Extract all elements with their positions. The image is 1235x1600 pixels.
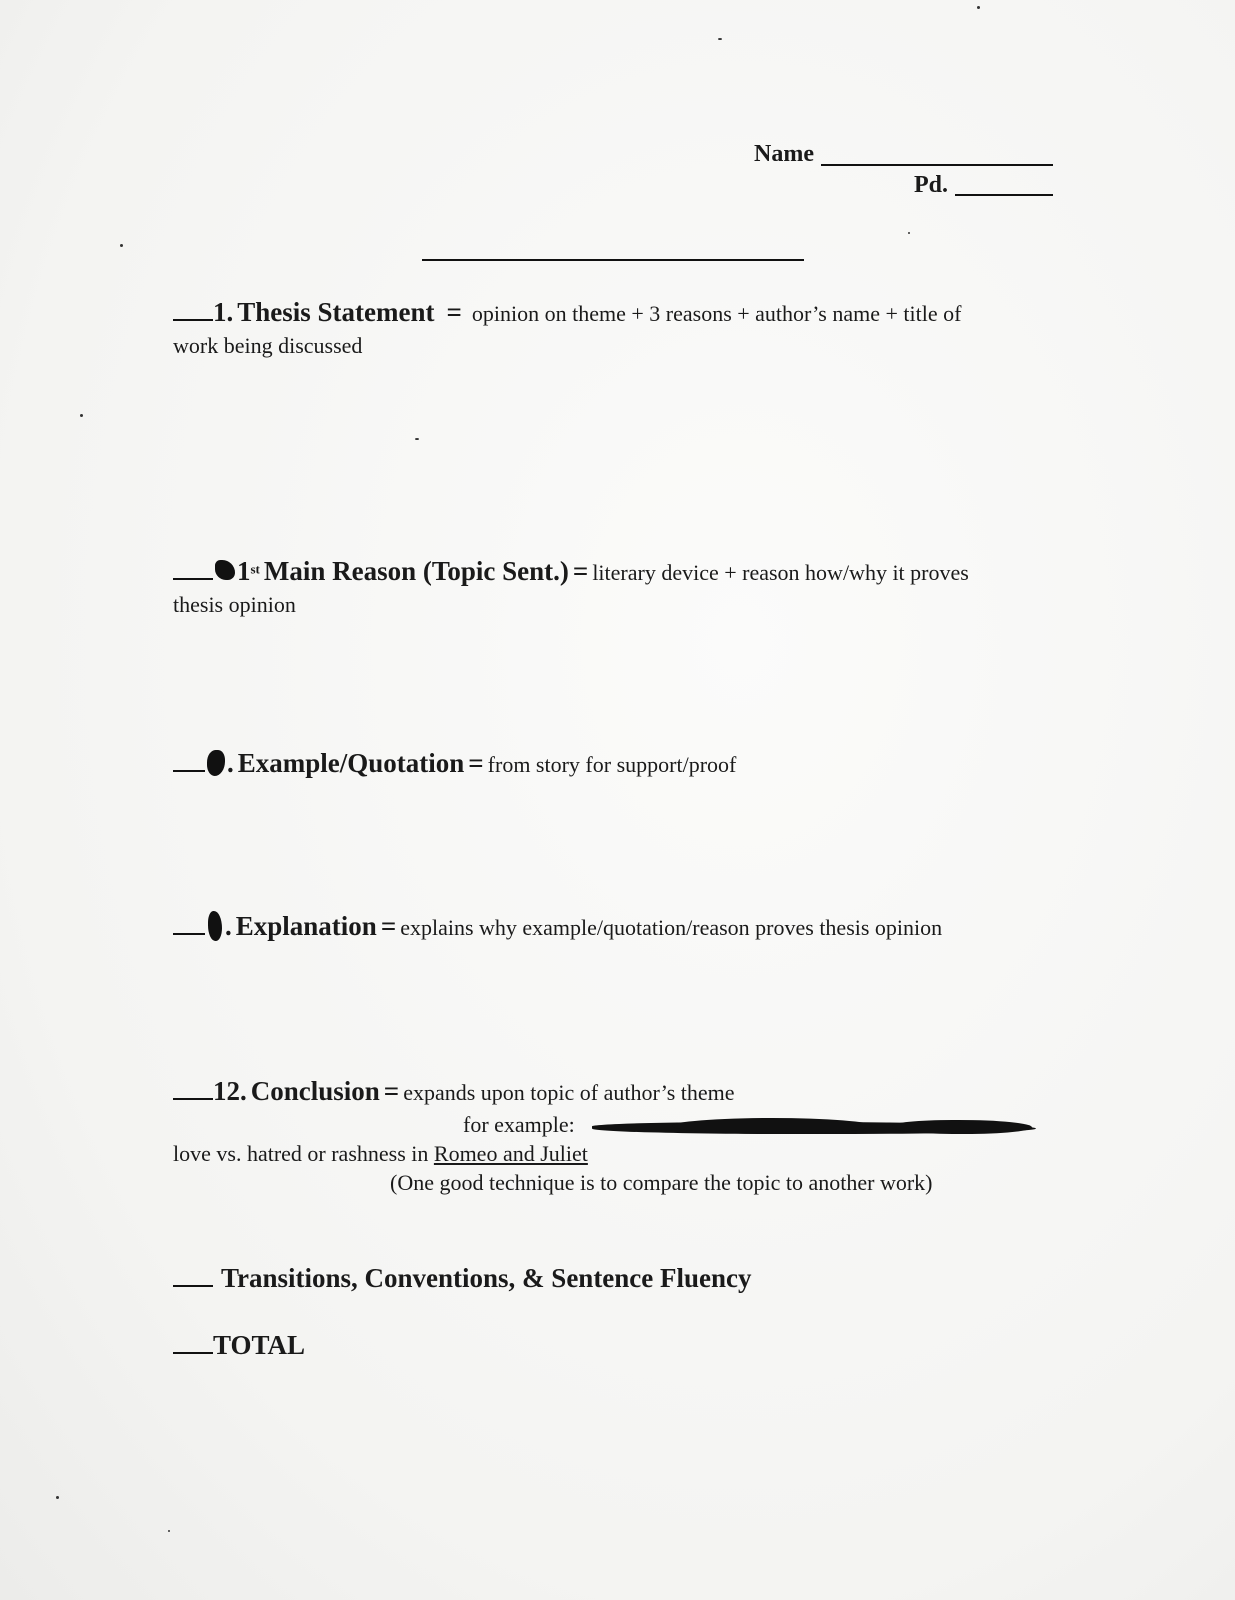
example-equals: = [468, 748, 484, 778]
conclusion-description: expands upon topic of author’s theme [403, 1080, 735, 1105]
total-item [173, 1330, 305, 1361]
example-title: Example/Quotation [237, 748, 465, 778]
explanation-description: explains why example/quotation/reason proves thesis opinion [400, 915, 943, 940]
scan-speck [718, 38, 722, 40]
scan-speck [56, 1496, 59, 1499]
explanation-item [173, 911, 942, 942]
thesis-description-line2: work being discussed [173, 333, 363, 358]
thesis-item [173, 297, 961, 328]
explanation-score-blank[interactable] [173, 933, 205, 935]
total-score-blank[interactable] [173, 1352, 213, 1354]
explanation-number: . [225, 911, 232, 941]
conclusion-equals: = [383, 1076, 400, 1106]
main-reason-equals: = [572, 556, 589, 586]
main-reason-ordinal: 1 [237, 556, 251, 586]
name-blank-line[interactable] [821, 164, 1053, 166]
main-reason-description-line2: thesis opinion [173, 592, 296, 617]
work-title-romeo-and-juliet: Romeo and Juliet [433, 1141, 588, 1166]
period-blank-line[interactable] [955, 194, 1053, 196]
thesis-number: 1. [213, 297, 234, 327]
thesis-title: Thesis Statement [237, 297, 435, 327]
main-reason-title: Main Reason (Topic Sent.) [263, 556, 569, 586]
thesis-equals: = [446, 297, 462, 327]
scan-speck [80, 414, 83, 417]
handwritten-4-mark [205, 911, 225, 941]
name-label: Name [754, 141, 814, 167]
example-number: . [227, 748, 234, 778]
thesis-description: opinion on theme + 3 reasons + author’s name + title of [471, 301, 962, 326]
scan-speck [168, 1530, 170, 1532]
main-reason-description: literary device + reason how/why it proves [592, 560, 969, 585]
handwritten-3-mark [205, 750, 227, 776]
main-reason-item [173, 556, 969, 587]
main-reason-ordinal-suffix: st [250, 561, 260, 577]
period-label: Pd. [914, 172, 949, 198]
conclusion-line3-prefix: love vs. hatred or rashness in [173, 1141, 429, 1166]
conclusion-item [173, 1076, 735, 1107]
scan-speck [415, 438, 419, 440]
handwritten-2-mark [213, 558, 237, 580]
scan-speck [977, 6, 980, 9]
transitions-title: Transitions, Conventions, & Sentence Fluency [221, 1263, 752, 1293]
conclusion-technique-note: (One good technique is to compare the topic to another work) [390, 1170, 933, 1195]
transitions-item [173, 1263, 752, 1294]
scan-speck [908, 232, 910, 234]
conclusion-line3 [173, 1141, 588, 1167]
conclusion-number: 12. [213, 1076, 247, 1106]
main-reason-score-blank[interactable] [173, 578, 213, 580]
conclusion-title: Conclusion [250, 1076, 380, 1106]
total-title: TOTAL [213, 1330, 306, 1360]
title-blank-line[interactable] [422, 259, 804, 261]
redaction-scribble [592, 1116, 1036, 1138]
transitions-score-blank[interactable] [173, 1285, 213, 1287]
conclusion-for-example-label: for example: [463, 1112, 575, 1137]
example-score-blank[interactable] [173, 770, 205, 772]
explanation-title: Explanation [235, 911, 377, 941]
explanation-equals: = [380, 911, 397, 941]
example-description: from story for support/proof [487, 752, 737, 777]
scan-speck [120, 244, 123, 247]
example-item [173, 748, 736, 779]
thesis-score-blank[interactable] [173, 319, 213, 321]
conclusion-score-blank[interactable] [173, 1098, 213, 1100]
